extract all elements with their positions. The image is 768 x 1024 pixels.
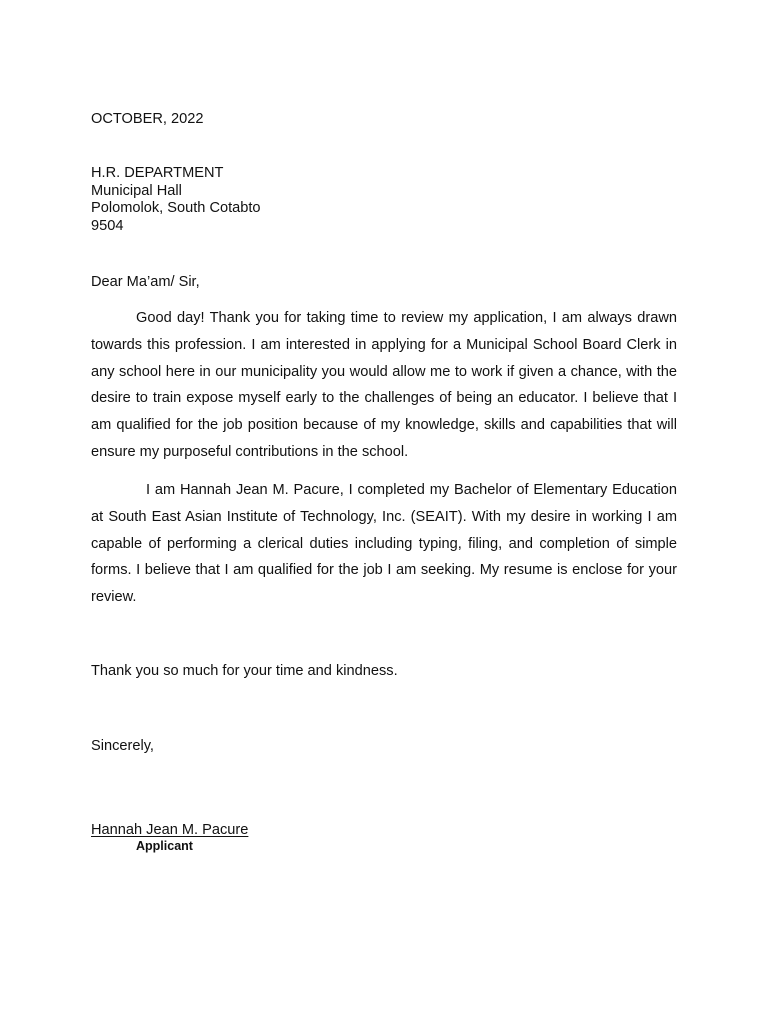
- recipient-department: H.R. DEPARTMENT: [91, 165, 224, 181]
- body-paragraph-1: Good day! Thank you for taking time to review my application, I am always drawn towards this profession. I am interested in applying for a Municipal School Board Clerk in any school here in our municipality you would allow me to work if given a chance, with the desire to train expose myself early to the challenges of being an educator. I believe that I am qualified for the job position because of my knowledge, skills and capabilities that will ensure my purposeful contributions in the school.: [91, 310, 677, 460]
- closing: Sincerely,: [91, 738, 154, 754]
- recipient-zip: 9504: [91, 218, 124, 235]
- recipient-location: Polomolok, South Cotabto: [91, 200, 261, 217]
- recipient-address: [91, 165, 261, 236]
- letter-date: OCTOBER, 2022: [91, 111, 204, 127]
- salutation: Dear Ma’am/ Sir,: [91, 274, 200, 290]
- recipient-office: Municipal Hall: [91, 182, 182, 199]
- thanks-line: Thank you so much for your time and kindness.: [91, 663, 398, 679]
- signature-name: Hannah Jean M. Pacure: [91, 822, 249, 838]
- signature-title: Applicant: [136, 839, 193, 853]
- body-paragraph-2: I am Hannah Jean M. Pacure, I completed my Bachelor of Elementary Education at South East Asian Institute of Technology, Inc. (SEAIT). With my desire in working I am capable of performing a clerical duties including typing, filing, and completion of simple forms. I believe that I am qualified for the job I am seeking. My resume is enclose for your review.: [91, 482, 677, 606]
